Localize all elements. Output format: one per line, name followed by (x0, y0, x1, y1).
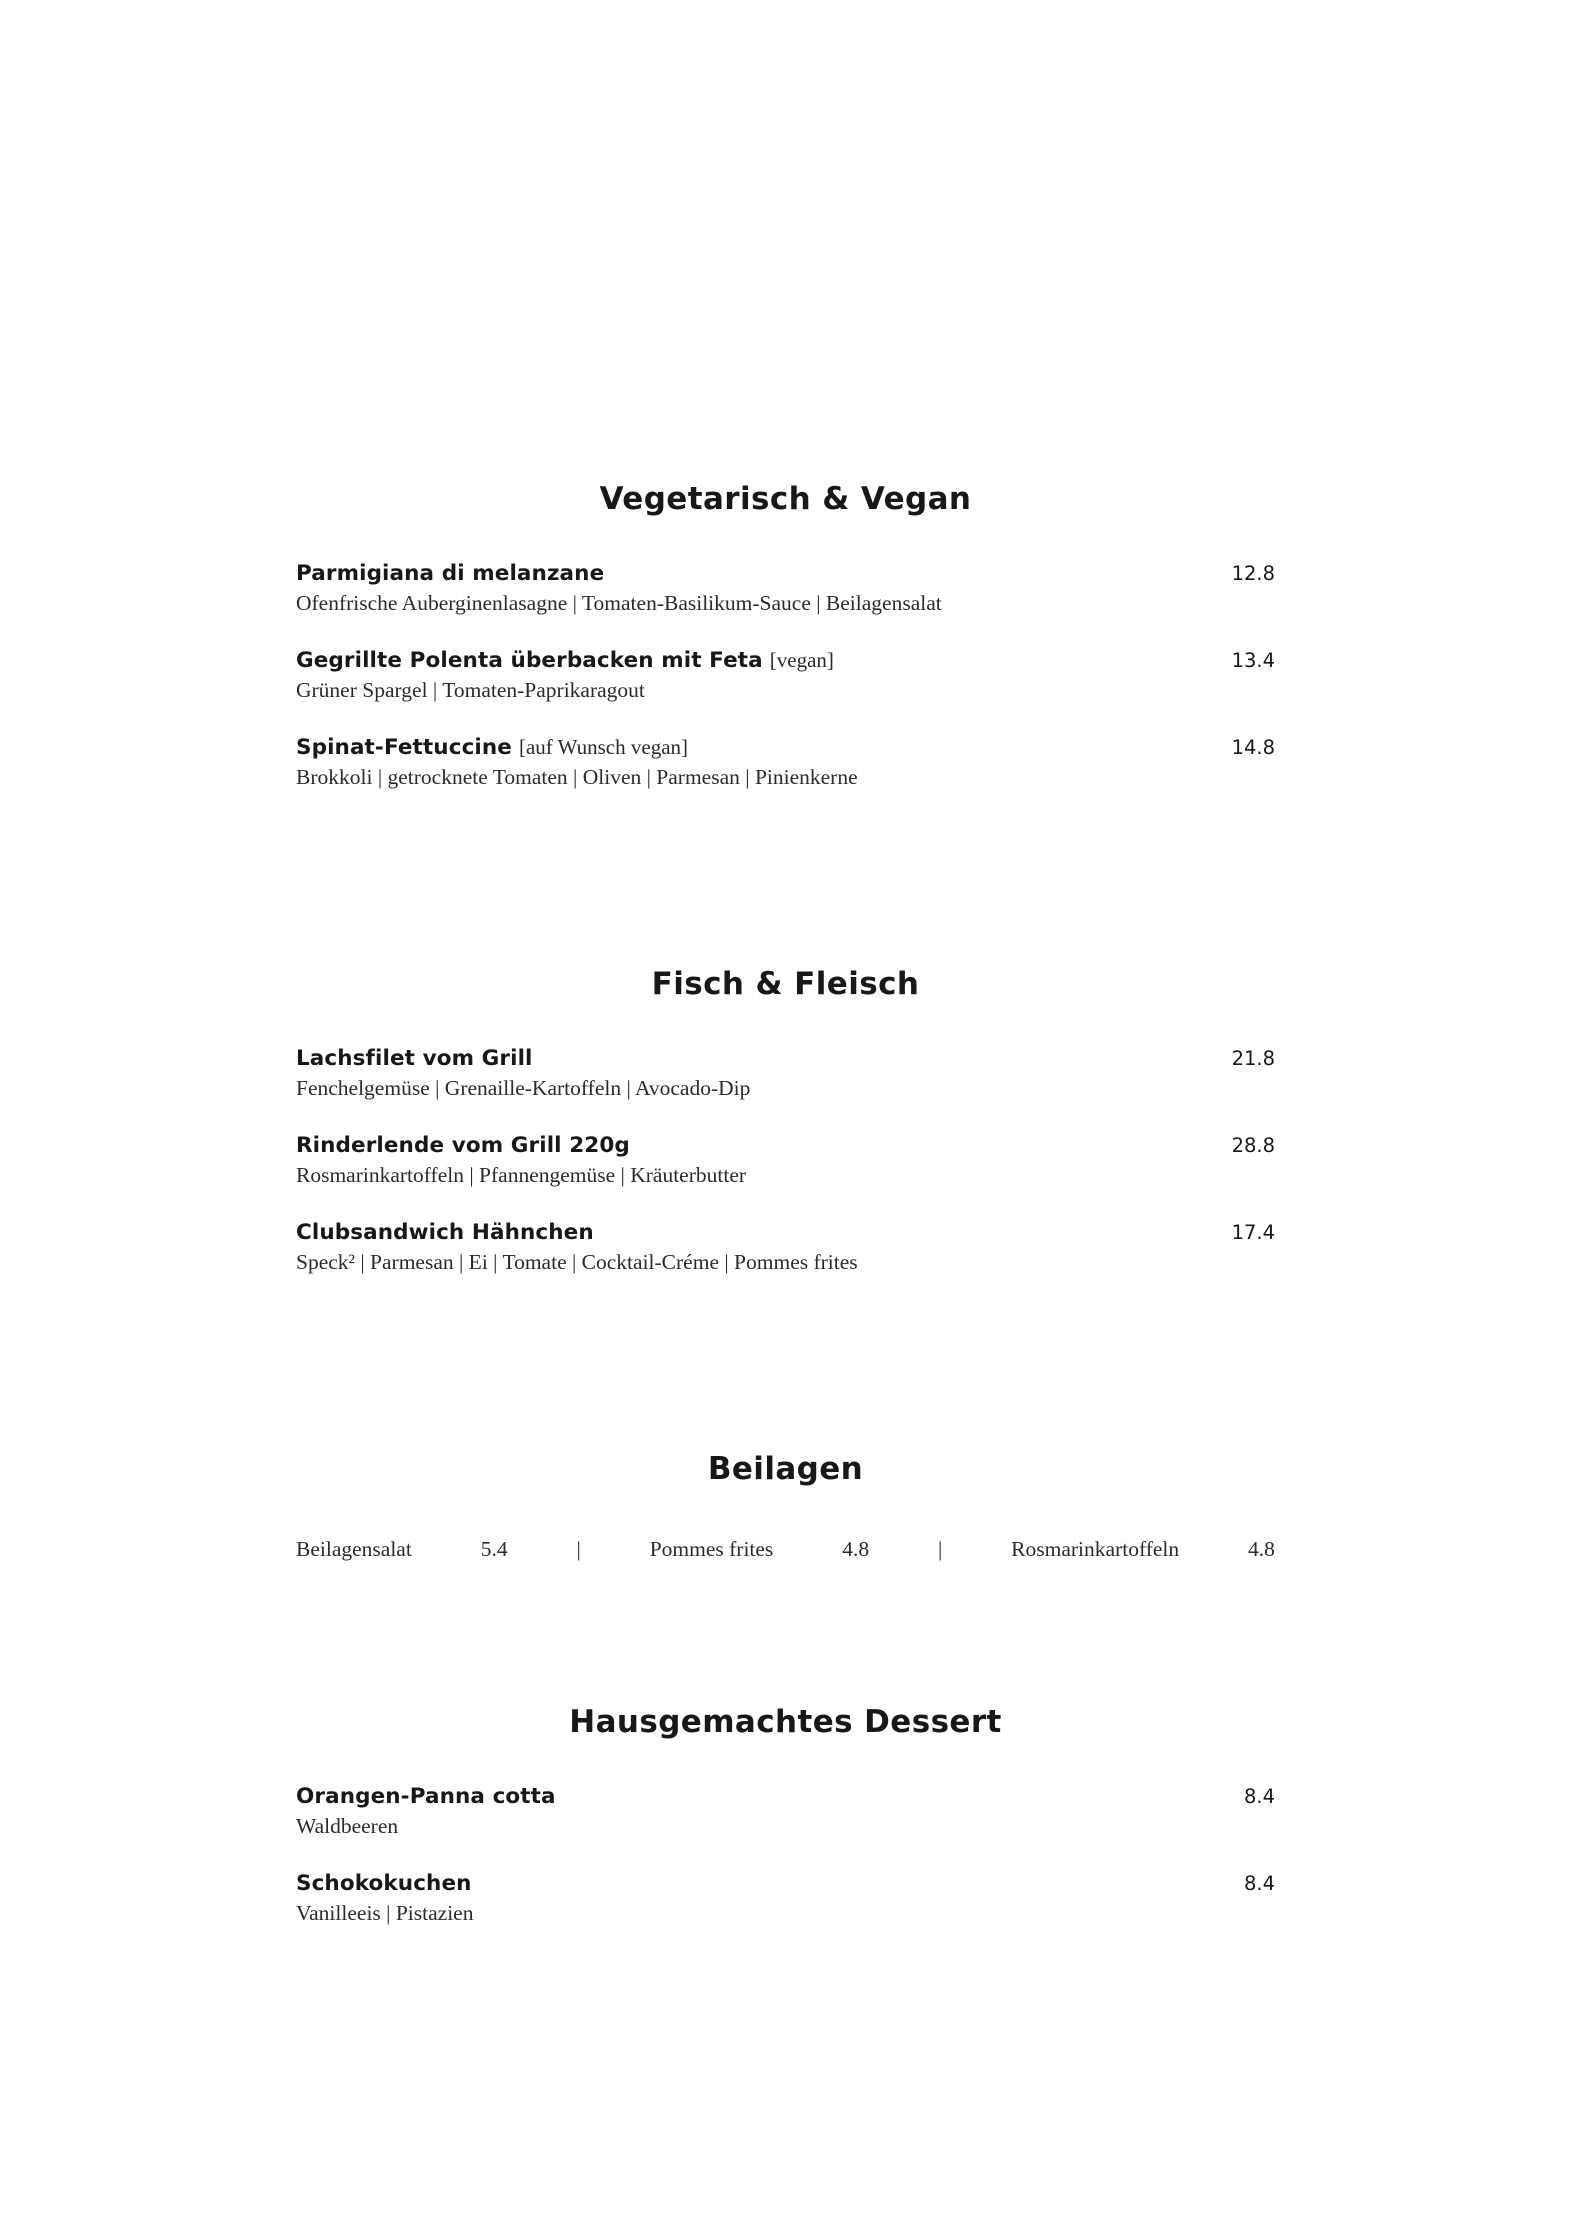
menu-item (296, 561, 1275, 618)
sides-row (296, 1537, 1275, 1562)
menu-item-header (296, 1871, 1275, 1896)
menu-item-price: 17.4 (1231, 1220, 1275, 1244)
section-title-fisch-fleisch: Fisch & Fleisch (651, 965, 920, 1002)
menu-item-name: Parmigiana di melanzane (296, 560, 605, 586)
menu-item-title-group (296, 1133, 637, 1158)
menu-item-description: Waldbeeren (296, 1813, 399, 1838)
menu-item-price: 21.8 (1231, 1046, 1275, 1070)
side-name: Beilagensalat (296, 1536, 412, 1561)
menu-item-header (296, 1133, 1275, 1158)
menu-item-price: 8.4 (1243, 1871, 1275, 1895)
menu-item-name: Orangen-Panna cotta (296, 1783, 556, 1809)
menu-item-note (472, 1871, 479, 1895)
section-title-hausgemachtes-dessert: Hausgemachtes Dessert (569, 1703, 1002, 1740)
menu-item-note: [vegan] (769, 647, 834, 672)
menu-item-header (296, 735, 1275, 760)
menu-item (296, 735, 1275, 792)
menu-item-price: 28.8 (1231, 1133, 1275, 1157)
menu-item-title-group (296, 735, 688, 760)
menu-item-note (630, 1133, 637, 1157)
section-fisch-fleisch (296, 940, 1275, 1277)
menu-item-price: 8.4 (1243, 1784, 1275, 1808)
side-name: Rosmarinkartoffeln (1011, 1536, 1180, 1561)
menu-item-note (556, 1784, 563, 1808)
menu-item-note (604, 561, 611, 585)
menu-item-title-group (296, 1046, 540, 1071)
menu-item-description: Rosmarinkartoffeln | Pfannengemüse | Kräuterbutter (296, 1162, 747, 1187)
menu-item-title-group (296, 1784, 563, 1809)
menu-item (296, 1871, 1275, 1928)
menu-item-description: Vanilleeis | Pistazien (296, 1900, 474, 1925)
menu-item-title-group (296, 648, 834, 673)
section-title-beilagen: Beilagen (707, 1450, 864, 1487)
menu-item-title-group (296, 561, 611, 586)
menu-item-note (533, 1046, 540, 1070)
menu-item-description: Speck² | Parmesan | Ei | Tomate | Cocktail-Créme | Pommes frites (296, 1249, 858, 1274)
menu-item (296, 1220, 1275, 1277)
menu-item-header (296, 1046, 1275, 1071)
side-separator: | (937, 1536, 943, 1561)
side-name: Pommes frites (649, 1536, 774, 1561)
menu-item-name: Lachsfilet vom Grill (296, 1045, 533, 1071)
menu-item-header (296, 648, 1275, 673)
side-price: 4.8 (842, 1536, 870, 1561)
menu-item-description: Fenchelgemüse | Grenaille-Kartoffeln | Avocado-Dip (296, 1075, 751, 1100)
section-hausgemachtes-dessert (296, 1678, 1275, 1928)
menu-item-name: Schokokuchen (296, 1870, 472, 1896)
section-vegetarisch-vegan (296, 455, 1275, 792)
menu-item-title-group (296, 1871, 479, 1896)
menu-item (296, 1784, 1275, 1841)
side-price: 5.4 (480, 1536, 508, 1561)
menu-item-description: Ofenfrische Auberginenlasagne | Tomaten-Basilikum-Sauce | Beilagensalat (296, 590, 942, 615)
menu-item-name: Clubsandwich Hähnchen (296, 1219, 594, 1245)
menu-item-name: Rinderlende vom Grill 220g (296, 1132, 630, 1158)
menu-item-title-group (296, 1220, 601, 1245)
menu-item-price: 12.8 (1231, 561, 1275, 585)
menu-item-list (296, 561, 1275, 792)
menu-item-description: Grüner Spargel | Tomaten-Paprikaragout (296, 677, 645, 702)
menu-item-header (296, 561, 1275, 586)
menu-item-note: [auf Wunsch vegan] (518, 734, 689, 759)
menu-item-name: Gegrillte Polenta überbacken mit Feta (296, 647, 763, 673)
menu-item (296, 648, 1275, 705)
menu-item-name: Spinat-Fettuccine (296, 734, 512, 760)
menu-item-list (296, 1784, 1275, 1928)
menu-item-note (594, 1220, 601, 1244)
menu-item-description: Brokkoli | getrocknete Tomaten | Oliven | Parmesan | Pinienkerne (296, 764, 858, 789)
menu-item (296, 1046, 1275, 1103)
side-separator: | (576, 1536, 581, 1561)
menu-item-price: 13.4 (1231, 648, 1275, 672)
section-title-vegetarisch-vegan: Vegetarisch & Vegan (599, 480, 972, 517)
menu-item-list (296, 1046, 1275, 1277)
menu-item-header (296, 1220, 1275, 1245)
section-beilagen (296, 1425, 1275, 1562)
menu-item-price: 14.8 (1231, 735, 1275, 759)
side-price: 4.8 (1248, 1536, 1275, 1561)
menu-item-header (296, 1784, 1275, 1809)
menu-item (296, 1133, 1275, 1190)
